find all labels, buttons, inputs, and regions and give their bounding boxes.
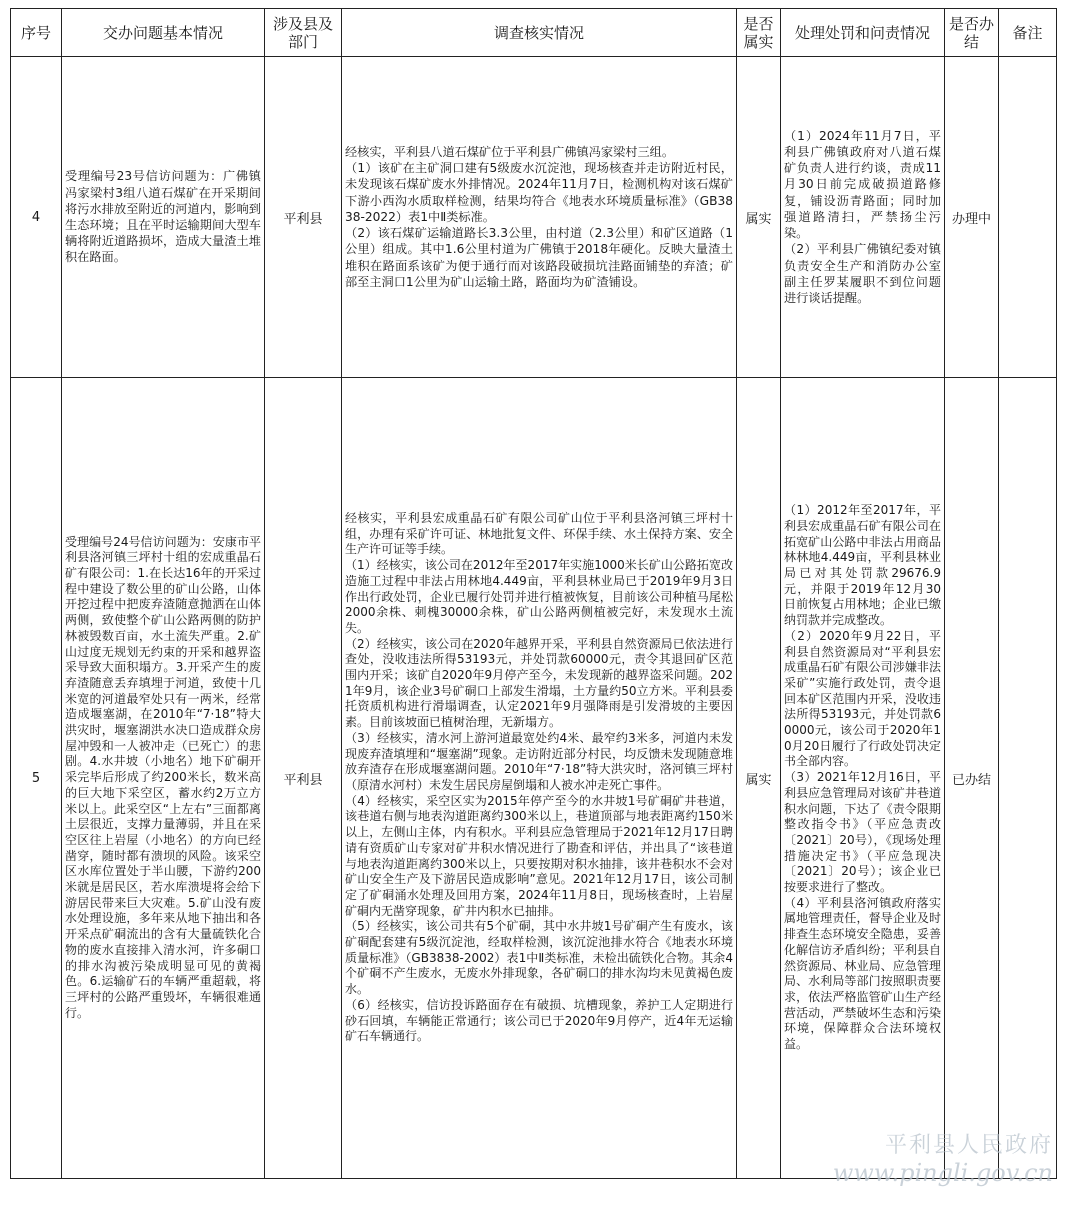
issue-description: 受理编号23号信访问题为：广佛镇冯家梁村3组八道石煤矿在开采期间将污水排放至附近的河道内，影响到生态环境；且在平时运输期间大型车辆将附近道路损坏，造成大量渣土堆积在路面。	[62, 57, 265, 378]
col-header-issue: 交办问题基本情况	[62, 9, 265, 57]
row-number: 5	[11, 378, 62, 1179]
verified-flag: 属实	[737, 378, 781, 1179]
investigation-paragraph: （2）该石煤矿运输道路长3.3公里，由村道（2.3公里）和矿区道路（1公里）组成。其中1.6公里村道为广佛镇于2018年硬化。反映大量渣土堆积在路面系该矿为便于通行而对该路段破损坑洼路面铺垫的弃渣；矿部至主洞口1公里为矿山运输土路，路面均为矿渣铺设。	[345, 226, 733, 289]
handling-paragraph: （1）2012年至2017年，平利县宏成重晶石矿有限公司在拓宽矿山公路中非法占用商品林林地4.449亩，平利县林业局已对其处罚款29676.9元，并限于2019年12月30日前恢复占用林地；企业已缴纳罚款并完成整改。	[784, 503, 941, 628]
table-row	[11, 57, 1057, 378]
department: 平利县	[265, 57, 342, 378]
completion-status: 办理中	[945, 57, 999, 378]
completion-status: 已办结	[945, 378, 999, 1179]
table-header-row	[11, 9, 1057, 57]
handling-paragraph: （2）平利县广佛镇纪委对镇负责安全生产和消防办公室副主任罗某履职不到位问题进行谈话提醒。	[784, 242, 941, 305]
remark	[999, 378, 1057, 1179]
investigation-paragraph: （5）经核实，该公司共有5个矿硐，其中水井坡1号矿硐产生有废水，该矿硐配套建有5级沉淀池，经取样检测，该沉淀池排水符合《地表水环境质量标准》（GB3838-2002）表1中Ⅱ类标准，未检出硫铁化合物。其余4个矿硐不产生废水，无废水外排现象，各矿硐口的排水沟均未见黄褐色废水。	[345, 919, 733, 997]
col-header-dept: 涉及县及部门	[265, 9, 342, 57]
investigation-findings	[342, 57, 737, 378]
investigation-paragraph: 经核实，平利县八道石煤矿位于平利县广佛镇冯家梁村三组。	[345, 145, 675, 160]
investigation-paragraph: 经核实，平利县宏成重晶石矿有限公司矿山位于平利县洛河镇三坪村十组，办理有采矿许可证、林地批复文件、环保手续、水土保持方案、安全生产许可证等手续。	[345, 511, 733, 557]
col-header-handling: 处理处罚和问责情况	[781, 9, 945, 57]
investigation-findings	[342, 378, 737, 1179]
remark	[999, 57, 1057, 378]
verified-flag: 属实	[737, 57, 781, 378]
issue-description: 受理编号24号信访问题为：安康市平利县洛河镇三坪村十组的宏成重晶石矿有限公司：1.在长达16年的开采过程中建设了数公里的矿山公路，山体开挖过程中把废弃渣随意抛洒在山体两侧，致使整个矿山公路两侧的防护林被毁数百亩，水土流失严重。2.矿山过度无规划无约束的开采和越界盗采导致大面积塌方。3.开采产生的废弃渣随意丢弃填埋于河道，致使十几米宽的河道最窄处只有一两米，经常造成堰塞湖，在2010年“7·18”特大洪灾时，堰塞湖洪水决口造成群众房屋冲毁和一人被冲走（已死亡）的悲剧。4.水井坡（小地名）地下矿硐开采完毕后形成了约200米长，数米高的巨大地下采空区，蓄水约2万立方米以上。此采空区“上左右”三面都离土层很近，支撑力量薄弱，并且在采空区往上岩屋（小地名）的方向已经凿穿，随时都有溃坝的风险。该采空区水库位置处于半山腰，下游约200米就是居民区，若水库溃堤将会给下游居民带来巨大灾难。5.矿山没有废水处理设施，多年来从地下抽出和各开采点矿硐流出的含有大量硫铁化合物的废水直接排入清水河，许多硐口的排水沟被污染成明显可见的黄褐色。6.运输矿石的车辆严重超载，将三坪村的公路严重毁坏，车辆很难通行。	[62, 378, 265, 1179]
watermark-text: 平利县人民政府	[884, 1133, 1053, 1158]
handling-paragraph: （4）平利县洛河镇政府落实属地管理责任，督导企业及时排查生态环境安全隐患，妥善化解信访矛盾纠纷；平利县自然资源局、林业局、应急管理局、水利局等部门按照职责要求，依法严格监管矿山生产经营活动，严禁破坏生态和污染环境，保障群众合法环境权益。	[784, 895, 941, 1052]
investigation-paragraph: （4）经核实，采空区实为2015年停产至今的水井坡1号矿硐矿井巷道，该巷道右侧与地表沟道距离约300米以上，巷道顶部与地表距离约150米以上，左侧山主体，内有积水。平利县应急管理局于2021年12月17日聘请有资质矿山专家对矿井积水情况进行了勘查和评估，并出具了“该巷道与地表沟道距离约300米以上，只要按期对积水抽排，该井巷积水不会对矿山安全生产及下游居民造成影响”意见。2021年12月17日，该公司制定了矿硐涌水处理及回用方案，2024年11月8日，现场核查时，上岩屋矿硐内无凿穿现象，矿井内积水已抽排。	[345, 793, 733, 918]
investigation-paragraph: （6）经核实，信访投诉路面存在有破损、坑槽现象，养护工人定期进行砂石回填，车辆能正常通行；该公司已于2020年9月停产，近4年无运输矿石车辆通行。	[345, 997, 733, 1044]
col-header-investigation: 调查核实情况	[342, 9, 737, 57]
col-header-remark: 备注	[999, 9, 1057, 57]
col-header-no: 序号	[11, 9, 62, 57]
table-row	[11, 378, 1057, 1179]
handling-paragraph: （2）2020年9月22日，平利县自然资源局对“平利县宏成重晶石矿有限公司涉嫌非法采矿”实施行政处罚，责令退回本矿区范围内开采，没收违法所得53193元，并处罚款60000元，该公司于2020年10月20日履行了行政处罚决定书全部内容。	[784, 628, 941, 769]
row-number: 4	[11, 57, 62, 378]
investigation-paragraph: （1）经核实，该公司在2012年至2017年实施1000米长矿山公路拓宽改造施工过程中非法占用林地4.449亩，平利县林业局已于2019年9月3日作出行政处罚，企业已履行处罚并进行植被恢复，目前该公司种植马尾松2000余株、刺槐30000余株，矿山公路两侧植被完好，未发现水土流失。	[345, 558, 733, 635]
investigation-paragraph: （2）经核实，该公司在2020年越界开采，平利县自然资源局已依法进行查处，没收违法所得53193元，并处罚款60000元，责令其退回矿区范围内开采；该矿自2020年9月停产至今，未发现新的越界盗采问题。2021年9月，该企业3号矿硐口上部发生滑塌，土方量约50立方米。平利县委托资质机构进行滑塌调查，认定2021年9月强降雨是引发滑坡的主要因素。目前该坡面已植树治理，无新塌方。	[345, 636, 733, 730]
investigation-paragraph: （3）经核实，清水河上游河道最宽处约4米、最窄约3米多，河道内未发现废弃渣填埋和“堰塞湖”现象。走访附近部分村民，均反馈未发现随意堆放弃渣存在形成堰塞湖问题。2010年“7·18”特大洪灾时，洛河镇三坪村（原清水河村）未发生居民房屋倒塌和人被水冲走死亡事件。	[345, 730, 733, 792]
col-header-verified: 是否属实	[737, 9, 781, 57]
handling-paragraph: （1）2024年11月7日，平利县广佛镇政府对八道石煤矿负责人进行约谈，责成11月30日前完成破损道路修复，铺设沥青路面；同时加强道路清扫，严禁扬尘污染。	[784, 128, 941, 241]
col-header-status: 是否办结	[945, 9, 999, 57]
case-table	[10, 8, 1057, 1179]
investigation-paragraph: （1）该矿在主矿洞口建有5级废水沉淀池，现场核查并走访附近村民，未发现该石煤矿废水外排情况。2024年11月7日，检测机构对该石煤矿下游小西沟水质取样检测，结果均符合《地表水环境质量标准》（GB3838-2022）表1中Ⅱ类标准。	[345, 161, 733, 224]
department: 平利县	[265, 378, 342, 1179]
handling-details	[781, 57, 945, 378]
watermark-url: www.pingli.gov.cn	[832, 1159, 1053, 1187]
handling-paragraph: （3）2021年12月16日，平利县应急管理局对该矿井巷道积水问题，下达了《责令限期整改指令书》（平应急责改〔2021〕20号），《现场处理措施决定书》（平应急现决〔2021〕20号）；该企业已按要求进行了整改。	[784, 770, 941, 895]
handling-details	[781, 378, 945, 1179]
